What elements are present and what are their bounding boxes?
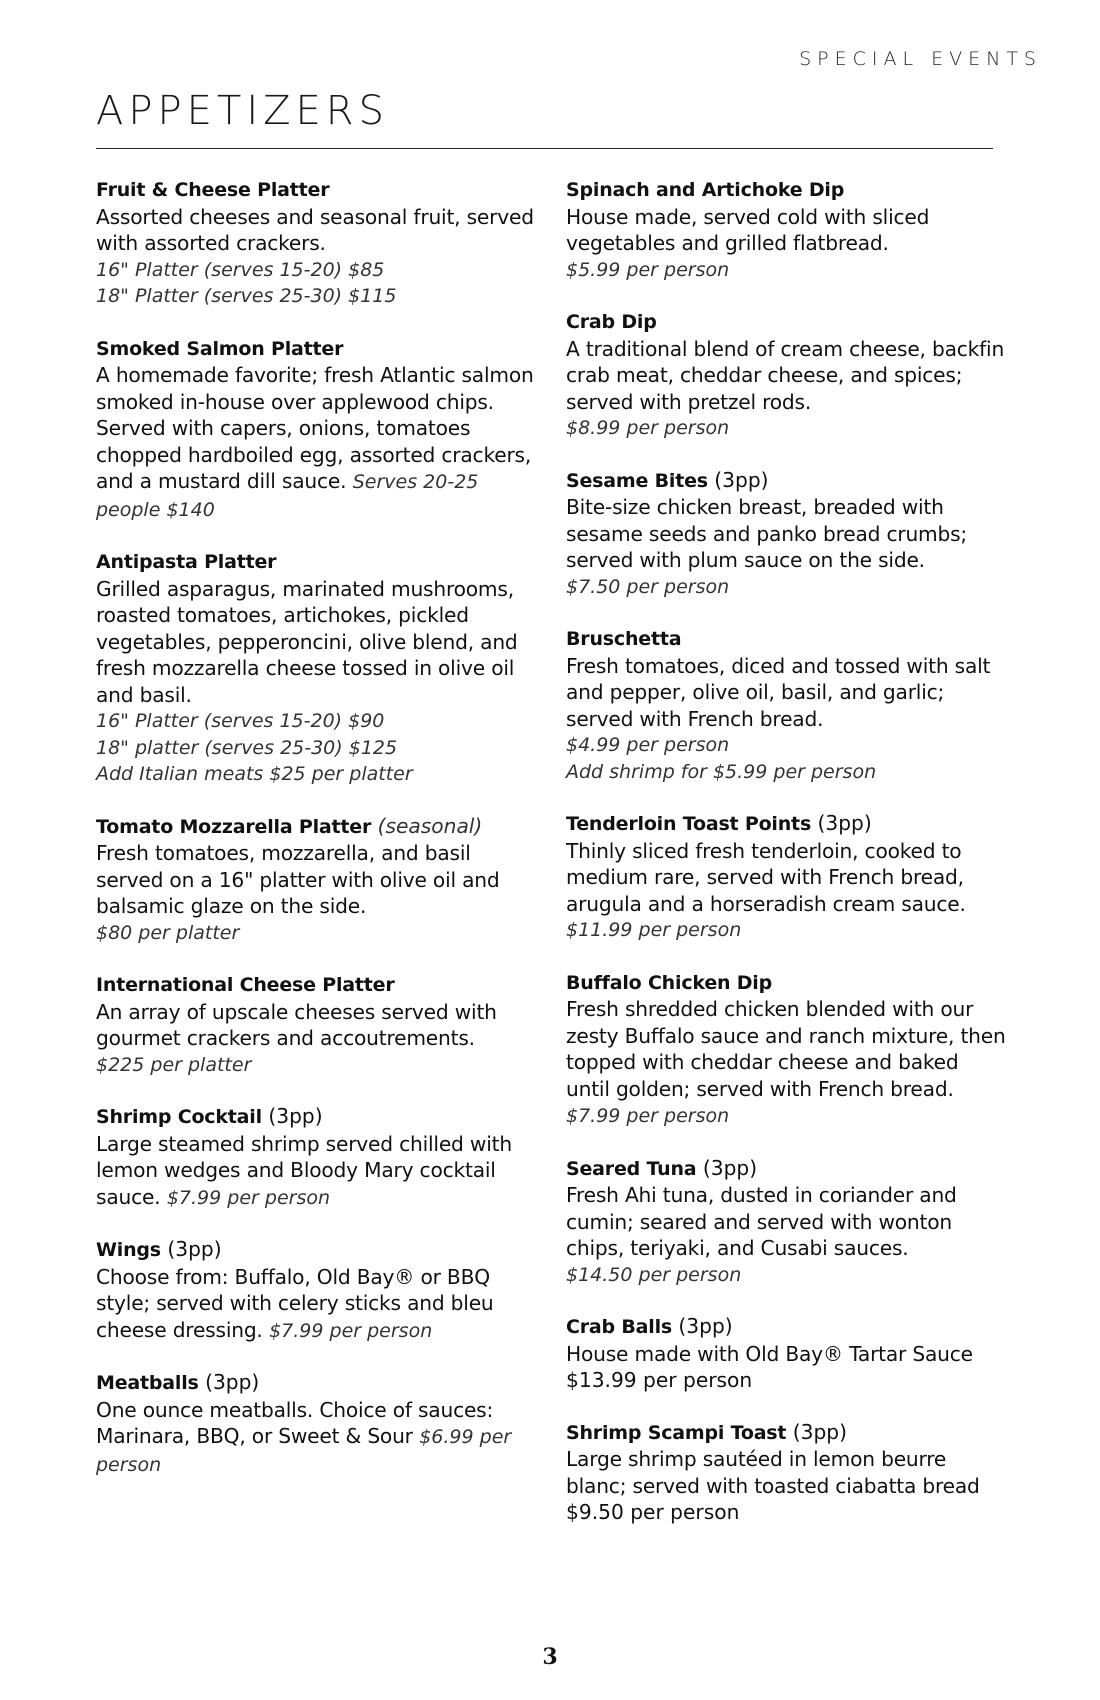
menu-item [566,1155,1006,1289]
menu-item-price: $13.99 per person [566,1368,753,1392]
menu-item [96,971,536,1078]
menu-item-price: $7.99 per person [269,1319,433,1342]
menu-item-name: Shrimp Cocktail [96,1106,262,1128]
menu-item-price: $7.99 per person [566,1105,730,1127]
menu-item-serving: (3pp) [678,1314,733,1338]
menu-item [566,467,1006,601]
menu-item-serving: (3pp) [792,1419,847,1444]
menu-item-heading [96,335,536,363]
menu-item-name: Buffalo Chicken Dip [566,971,773,994]
menu-item-price: 18" Platter (serves 25-30) $115 [96,285,397,307]
menu-item-name: Meatballs [96,1372,199,1394]
menu-item-description: Large steamed shrimp served chilled with lemon wedges and Bloody Mary cocktail sauce. [96,1131,512,1209]
menu-item-body [566,336,1006,416]
menu-item [566,176,1006,283]
menu-item-body [566,653,1006,733]
menu-item-serving: (3pp) [714,467,769,492]
menu-item-price: $6.99 per person [96,1426,512,1476]
menu-item-body [96,840,536,920]
menu-item-price: 18" platter (serves 25-30) $125 [96,736,398,759]
menu-item-serving: (3pp) [817,811,872,835]
menu-item-name: Seared Tuna [566,1157,697,1180]
menu-item-price: $7.99 per person [166,1186,331,1209]
menu-item [566,969,1006,1130]
menu-item-heading [96,176,536,204]
menu-item-description: Thinly sliced fresh tenderloin, cooked to medium rare, served with French bread, arugula and a horseradish cream sauce. [566,838,966,916]
menu-item-serving: (3pp) [268,1104,323,1128]
menu-item [566,810,1006,944]
menu-item [566,1313,1006,1394]
menu-item-heading [96,548,536,576]
menu-item [566,1419,1006,1526]
page-number: 3 [542,1644,558,1670]
menu-item-body [566,1341,1006,1368]
menu-item-body [566,996,1006,1130]
menu-item-name: Tenderloin Toast Points [566,813,812,835]
menu-item-description: Large shrimp sautéed in lemon beurre blanc; served with toasted ciabatta bread [566,1447,980,1498]
menu-item-price: Add shrimp for $5.99 per person [566,760,877,783]
menu-item-heading [566,1419,1006,1447]
menu-item-name: Crab Balls [566,1316,672,1338]
menu-item-price: 16" Platter (serves 15-20) $90 [96,710,385,732]
menu-item-description: Fresh shredded chicken blended with our zesty Buffalo sauce and ranch mixture, then topped with cheddar cheese and baked until golden; served with French bread. [566,997,1006,1101]
menu-item-price: $11.99 per person [566,919,742,941]
menu-item-heading [566,176,1006,204]
menu-item-price: $80 per platter [96,921,240,944]
menu-item-name: Spinach and Artichoke Dip [566,179,845,201]
menu-item-description: Bite-size chicken breast, breaded with sesame seeds and panko bread crumbs; served with plum sauce on the side. [566,495,968,572]
menu-item-description: An array of upscale cheeses served with gourmet crackers and accoutrements. [96,999,497,1050]
menu-item [96,176,536,310]
menu-item-body [96,576,536,709]
menu-item [96,1103,536,1211]
menu-item-heading [96,813,536,841]
menu-item-description: One ounce meatballs. Choice of sauces: Marinara, BBQ, or Sweet & Sour [96,1397,494,1448]
menu-item-body [96,1264,536,1345]
menu-item-heading [566,1155,1006,1183]
menu-item-note: (seasonal) [377,813,483,838]
menu-item [96,335,536,524]
menu-item-name: Shrimp Scampi Toast [566,1421,787,1444]
menu-item-price: $225 per platter [96,1053,252,1076]
menu-item-body [96,1131,536,1212]
section-label: SPECIAL EVENTS [799,48,1042,70]
menu-item [566,308,1006,442]
menu-item-description: Fresh Ahi tuna, dusted in coriander and cumin; seared and served with wonton chips, teriyaki, and Cusabi sauces. [566,1183,957,1260]
menu-item-heading [566,625,1006,653]
right-column [566,176,1006,1551]
menu-item [96,1236,536,1344]
menu-item-price: $5.99 per person [566,258,730,281]
menu-item-price: $8.99 per person [566,417,730,439]
menu-item-name: Antipasta Platter [96,551,277,573]
menu-item [96,813,536,947]
menu-item-heading [96,971,536,999]
menu-item-description: A traditional blend of cream cheese, backfin crab meat, cheddar cheese, and spices; served with pretzel rods. [566,336,1005,414]
menu-item-price: $4.99 per person [566,734,730,756]
menu-item-heading [96,1369,536,1397]
menu-item-name: Smoked Salmon Platter [96,337,344,360]
menu-item-name: Tomato Mozzarella Platter [96,815,372,838]
menu-item-description: House made with Old Bay® Tartar Sauce [566,1341,973,1366]
menu-item-description: House made, served cold with sliced vegetables and grilled flatbread. [566,204,930,255]
menu-item [96,548,536,788]
menu-item-description: Assorted cheeses and seasonal fruit, served with assorted crackers. [96,204,534,255]
menu-item-description: A homemade favorite; fresh Atlantic salmon smoked in-house over applewood chips. Served with capers, onions, tomatoes chopped hardboiled egg, assorted crackers, and a mustard dill sauce. [96,363,534,493]
menu-item-body [96,204,536,257]
menu-item-body [566,204,1006,257]
menu-item-serving: (3pp) [702,1155,758,1180]
menu-item-serving: (3pp) [167,1237,222,1261]
menu-item-name: Fruit & Cheese Platter [96,179,330,201]
menu-item-body [96,362,536,523]
menu-item-heading [566,969,1006,997]
menu-item-price: Add Italian meats $25 per platter [96,763,413,785]
menu-item-heading [96,1236,536,1264]
title-divider [96,148,993,149]
menu-item-description: Fresh tomatoes, mozzarella, and basil served on a 16" platter with olive oil and balsamic glaze on the side. [96,841,500,918]
left-column [96,176,536,1503]
menu-item-body [566,838,1006,918]
menu-item-body [566,1446,1006,1526]
menu-item-heading [566,467,1006,495]
menu-item-name: Crab Dip [566,311,657,333]
menu-item-heading [566,308,1006,336]
menu-item-name: International Cheese Platter [96,974,395,996]
menu-item-body [566,1182,1006,1262]
menu-item-heading [566,1313,1006,1341]
menu-item-name: Bruschetta [566,628,682,650]
menu-item-body [566,494,1006,574]
menu-item-price: $9.50 per person [566,1500,740,1524]
menu-item-price: Serves 20-25 people $140 [96,471,479,521]
menu-item-description: Fresh tomatoes, diced and tossed with salt and pepper, olive oil, basil, and garlic; served with French bread. [566,653,991,731]
menu-item-name: Wings [96,1239,161,1261]
page-title: APPETIZERS [96,88,389,134]
menu-item-body [96,1397,536,1479]
menu-item-serving: (3pp) [205,1370,260,1394]
menu-item-description: Choose from: Buffalo, Old Bay® or BBQ style; served with celery sticks and bleu cheese dressing. [96,1264,494,1342]
menu-item-price: $7.50 per person [566,575,730,598]
menu-item-price: 16" Platter (serves 15-20) $85 [96,258,385,281]
menu-item-heading [96,1103,536,1131]
menu-item-description: Grilled asparagus, marinated mushrooms, roasted tomatoes, artichokes, pickled vegetables, pepperoncini, olive blend, and fresh mozzarella cheese tossed in olive oil and basil. [96,576,518,707]
menu-item-price: $14.50 per person [566,1263,742,1286]
menu-item-name: Sesame Bites [566,469,708,492]
menu-item-body [96,999,536,1052]
menu-item [96,1369,536,1478]
menu-item [566,625,1006,785]
menu-item-heading [566,810,1006,838]
